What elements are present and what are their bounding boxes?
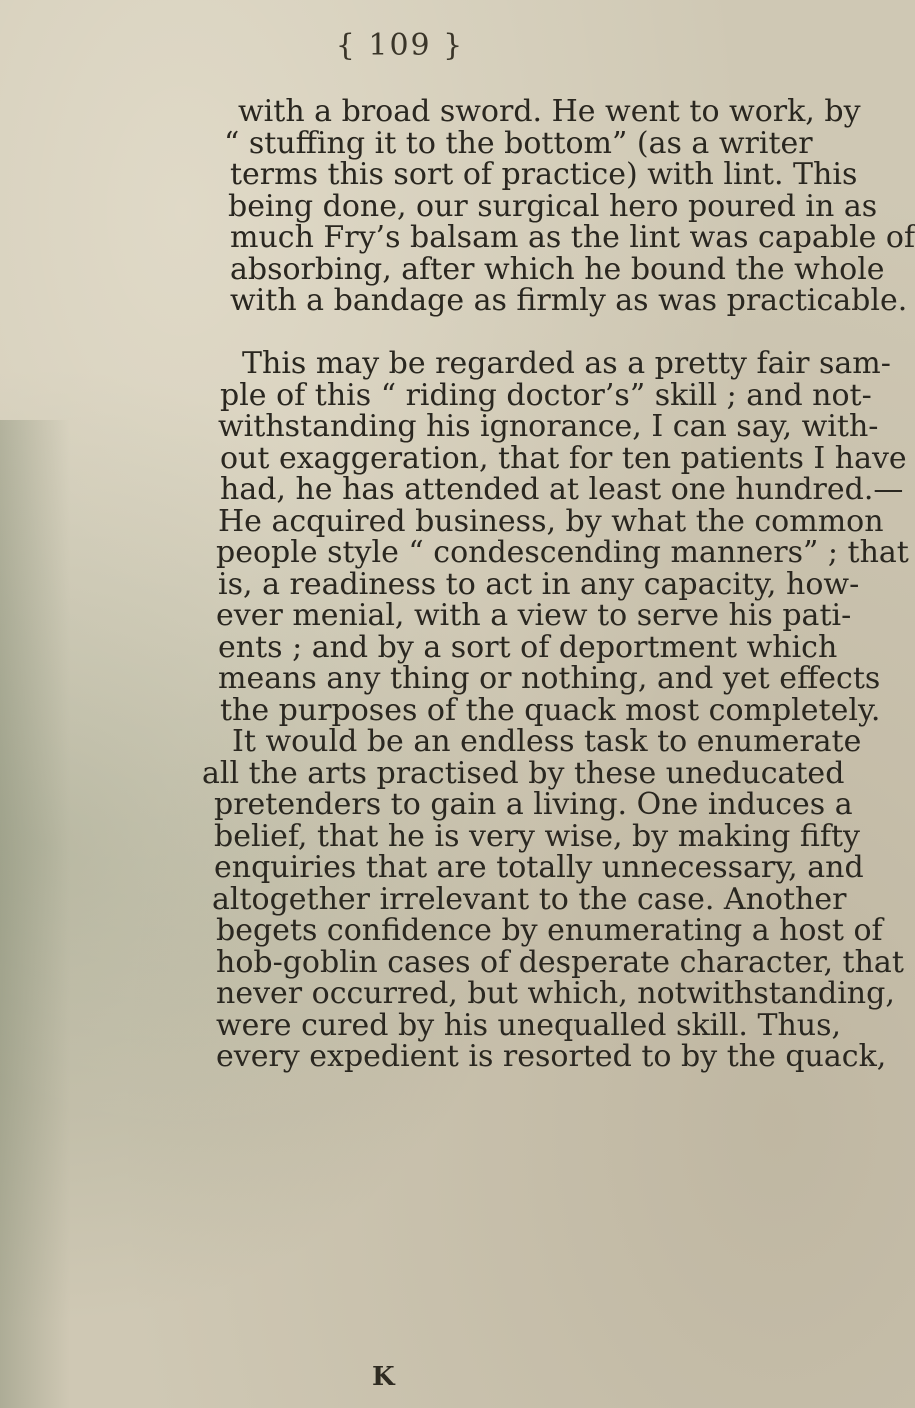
text-line: pretenders to gain a living. One induces a — [214, 787, 853, 822]
paragraph-3 — [200, 724, 904, 1074]
text-line: He acquired business, by what the common — [218, 503, 884, 539]
text-line: had, he has attended at least one hundred.— — [220, 472, 904, 507]
text-line: belief, that he is very wise, by making fifty — [214, 818, 860, 854]
text-line: This may be regarded as a pretty fair sam- — [242, 346, 891, 381]
text-line: absorbing, after which he bound the whole — [230, 251, 885, 287]
text-line: enquiries that are totally unnecessary, and — [214, 850, 864, 885]
text-line: means any thing or nothing, and yet effects — [218, 661, 881, 696]
text-line: ever menial, with a view to serve his pati- — [216, 598, 852, 633]
text-line: withstanding his ignorance, I can say, with- — [218, 409, 879, 444]
text-line: It would be an endless task to enumerate — [232, 724, 862, 759]
signature-mark: K — [372, 1362, 395, 1392]
text-line: is, a readiness to act in any capacity, how- — [218, 566, 860, 602]
paragraph-1 — [224, 94, 915, 318]
text-line: never occurred, but which, notwithstanding, — [216, 976, 895, 1011]
text-line: with a bandage as firmly as was practicable. — [230, 283, 908, 318]
text-line: were cured by his unequalled skill. Thus, — [216, 1007, 842, 1043]
text-line: with a broad sword. He went to work, by — [238, 94, 861, 129]
text-line: begets confidence by enumerating a host of — [216, 913, 883, 948]
text-line: every expedient is resorted to by the quack, — [216, 1039, 887, 1074]
text-line: terms this sort of practice) with lint. This — [230, 157, 858, 192]
text-line: out exaggeration, that for ten patients I have — [220, 440, 907, 476]
text-line: all the arts practised by these uneducated — [202, 755, 845, 791]
text-line: the purposes of the quack most completely. — [220, 692, 881, 728]
text-line: altogether irrelevant to the case. Another — [212, 881, 847, 917]
text-line: people style “ condescending manners” ; that — [216, 535, 909, 570]
page-number: { 109 } — [335, 28, 465, 63]
text-line: “ stuffing it to the bottom” (as a writer — [224, 125, 813, 161]
text-line: being done, our surgical hero poured in as — [228, 188, 878, 224]
text-line: much Fry’s balsam as the lint was capable of — [230, 220, 915, 255]
text-line: ents ; and by a sort of deportment which — [218, 629, 838, 665]
paragraph-2 — [216, 346, 909, 728]
text-line: ple of this “ riding doctor’s” skill ; and not- — [220, 377, 872, 413]
text-line: hob-goblin cases of desperate character, that — [216, 944, 904, 980]
page-edge-stain — [0, 420, 70, 1408]
